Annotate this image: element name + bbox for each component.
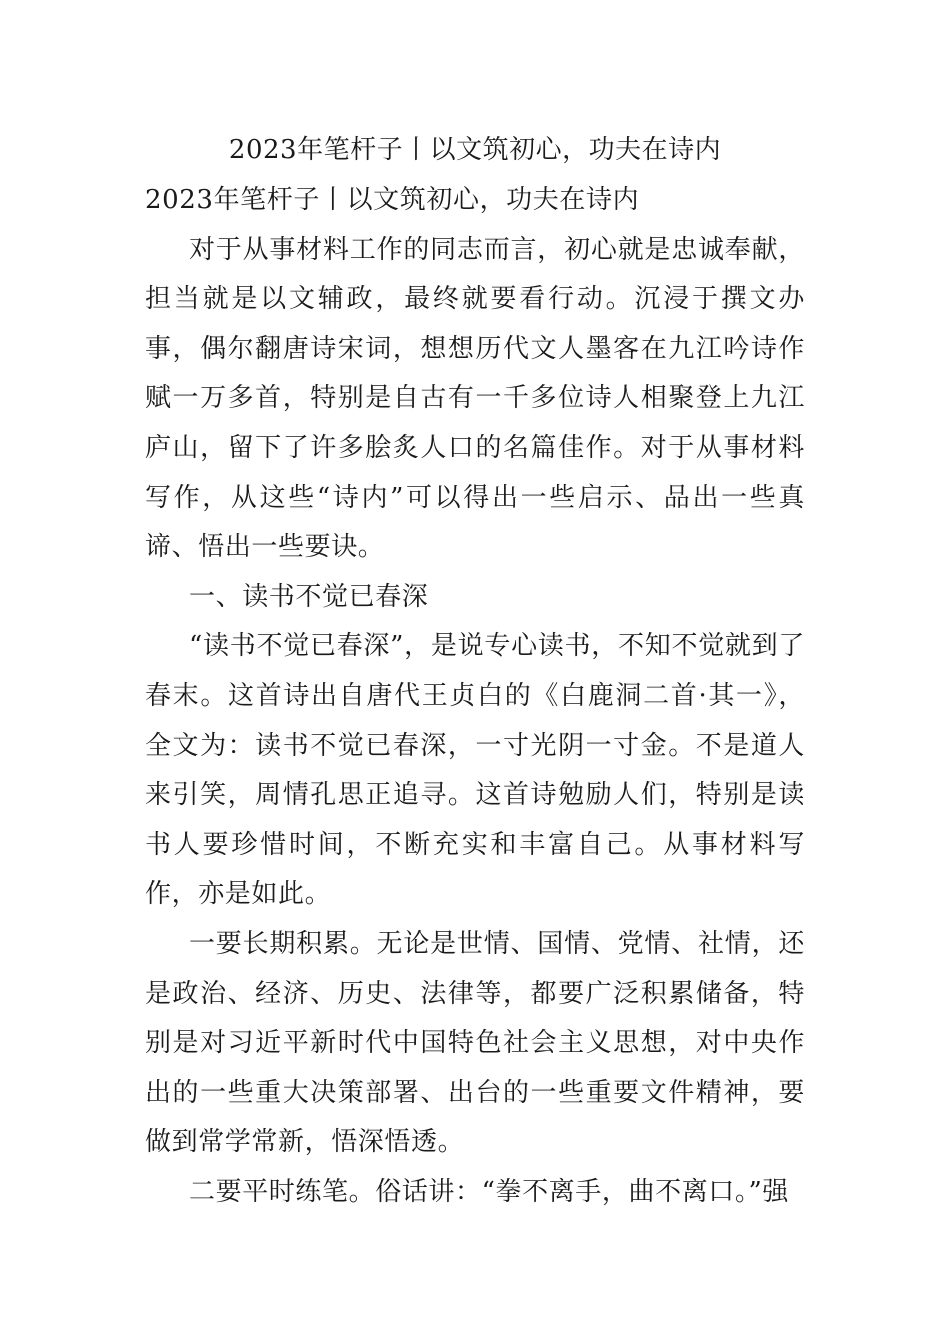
intro-paragraph: 对于从事材料工作的同志而言，初心就是忠诚奉献，担当就是以文辅政，最终就要看行动。沉浸于撰文办事，偶尔翻唐诗宋词，想想历代文人墨客在九江吟诗作赋一万多首，特别是自古有一千多位诗人相聚登上九江庐山，留下了许多脍炙人口的名篇佳作。对于从事材料写作，从这些“诗内”可以得出一些启示、品出一些真谛、悟出一些要诀。 xyxy=(145,234,805,563)
document-title: 2023年笔杆子丨以文筑初心，功夫在诗内 xyxy=(228,135,722,165)
section-paragraph: “读书不觉已春深”，是说专心读书，不知不觉就到了春末。这首诗出自唐代王贞白的《白鹿洞二首·其一》，全文为：读书不觉已春深，一寸光阴一寸金。不是道人来引笑，周情孔思正追寻。这首诗勉励人们，特别是读书人要珍惜时间，不断充实和丰富自己。从事材料写作，亦是如此。 xyxy=(145,631,805,910)
point-two-paragraph: 二要平时练笔。俗话讲：“拳不离手，曲不离口。”强 xyxy=(189,1176,789,1207)
subtitle-paragraph: 2023年笔杆子丨以文筑初心，功夫在诗内 xyxy=(145,185,640,215)
section-heading: 一、读书不觉已春深 xyxy=(189,581,429,612)
point-one-paragraph: 一要长期积累。无论是世情、国情、党情、社情，还是政治、经济、历史、法律等，都要广泛积累储备，特别是对习近平新时代中国特色社会主义思想，对中央作出的一些重大决策部署、出台的一些重要文件精神，要做到常学常新，悟深悟透。 xyxy=(145,928,805,1158)
document-body xyxy=(145,176,805,1217)
